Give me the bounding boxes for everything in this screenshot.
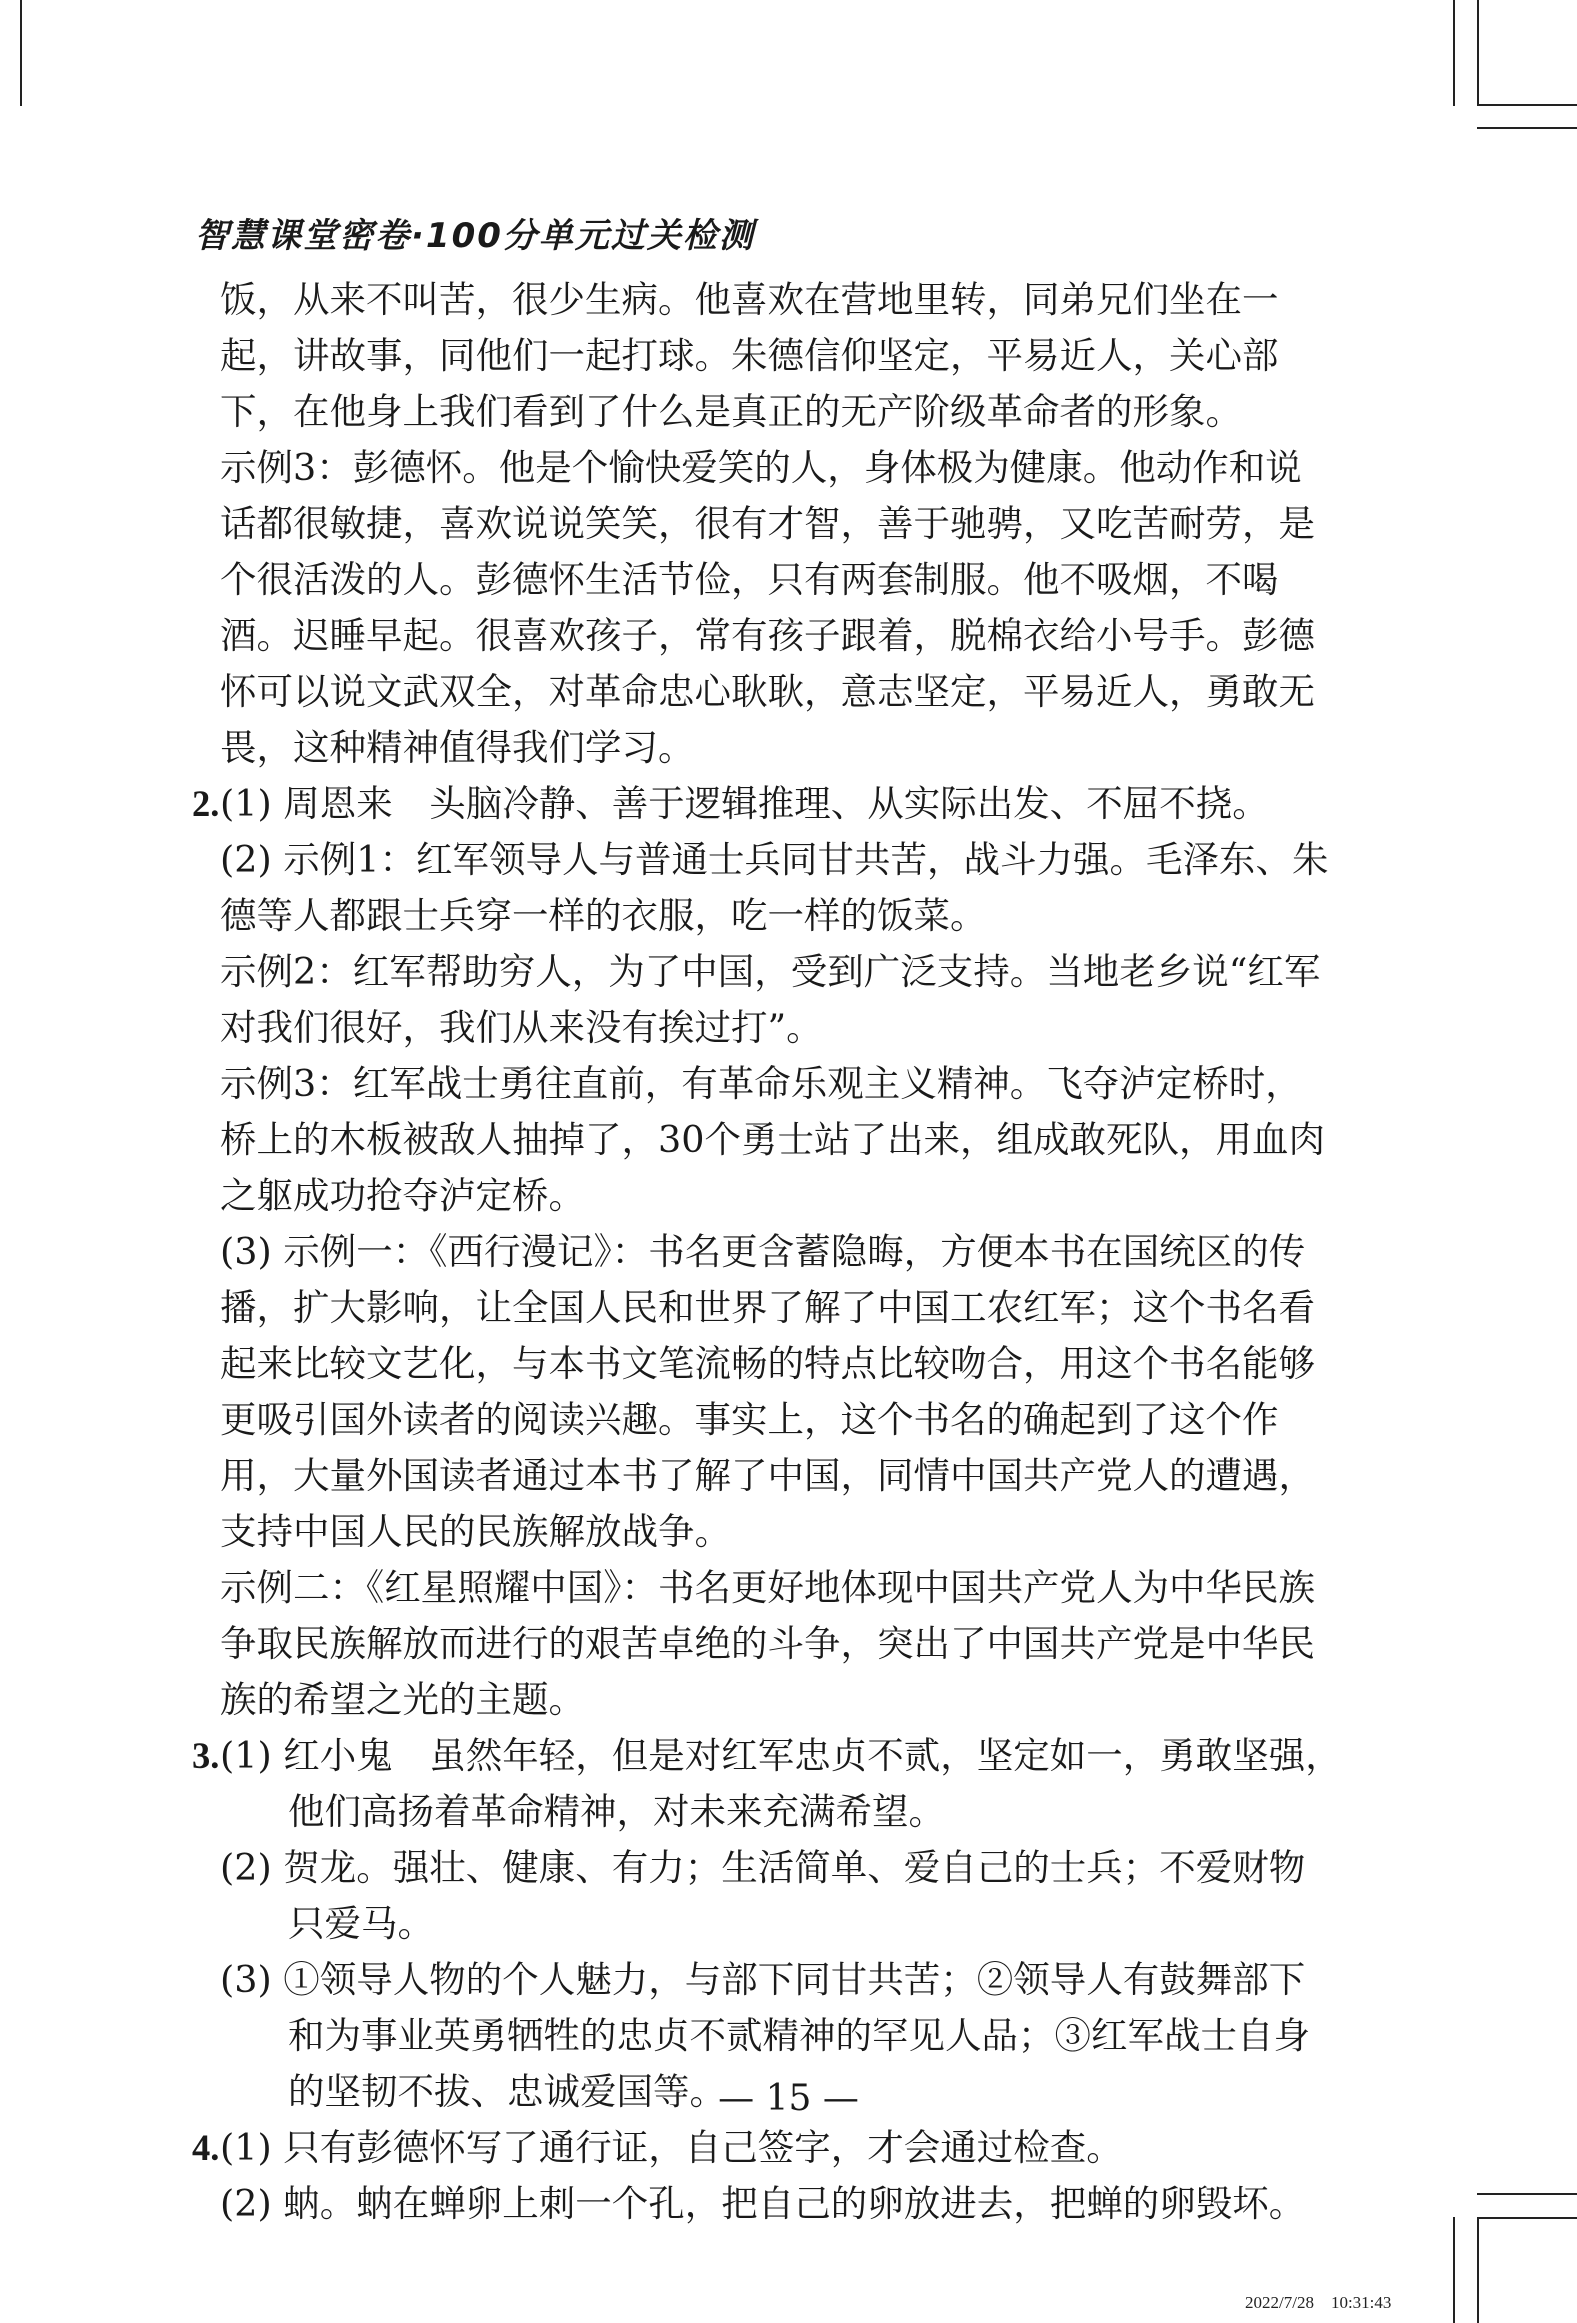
question-number: 3. [192,1735,220,1776]
text-line [220,1000,1290,1056]
line-text: 之躯成功抢夺泸定桥。 [220,1174,585,1217]
line-text: 他们高扬着革命精神，对未来充满希望。 [288,1790,945,1833]
line-text: 的坚韧不拔、忠诚爱国等。 [288,2070,726,2113]
text-line [220,2176,1306,2232]
line-text: 示例3：彭德怀。他是个愉快爱笑的人，身体极为健康。他动作和说 [220,446,1302,489]
line-text: 支持中国人民的民族解放战争。 [220,1510,731,1553]
answer-text [192,272,1342,2232]
crop-mark-top-right-h2 [1477,127,1577,129]
line-text: (2) 蚋。蚋在蝉卵上刺一个孔，把自己的卵放进去，把蝉的卵毁坏。 [220,2182,1306,2225]
text-line [220,1616,1315,1672]
text-line [220,1392,1290,1448]
line-text: (1) 周恩来 头脑冷静、善于逻辑推理、从实际出发、不屈不挠。 [220,782,1269,825]
line-text: 更吸引国外读者的阅读兴趣。事实上，这个书名的确起到了这个作 [220,1398,1279,1441]
text-line [220,1672,1290,1728]
text-line [220,1224,1306,1280]
line-text: 下，在他身上我们看到了什么是真正的无产阶级革命者的形象。 [220,390,1242,433]
line-text: (2) 示例1：红军领导人与普通士兵同甘共苦，战斗力强。毛泽东、朱 [220,838,1329,881]
text-line [220,328,1290,384]
text-line [220,1336,1315,1392]
line-text: 播，扩大影响，让全国人民和世界了解了中国工农红军；这个书名看 [220,1286,1315,1329]
crop-mark-top-right-h1 [1477,104,1577,106]
line-text: 只爱马。 [288,1902,434,1945]
crop-mark-top-right-v1 [1453,0,1455,106]
text-line [220,1560,1315,1616]
text-line [220,552,1290,608]
text-line [220,664,1315,720]
text-line [220,1504,1290,1560]
question-number: 2. [192,783,220,824]
line-text: (3) ①领导人物的个人魅力，与部下同甘共苦；②领导人有鼓舞部下 [220,1958,1306,2001]
line-text: 示例3：红军战士勇往直前，有革命乐观主义精神。飞夺泸定桥时， [220,1062,1302,1105]
text-line [220,1056,1302,1112]
crop-mark-bottom-right-h2 [1477,2217,1577,2219]
line-text: 示例2：红军帮助穷人，为了中国，受到广泛支持。当地老乡说“红军 [220,950,1321,993]
line-text: 起来比较文艺化，与本书文笔流畅的特点比较吻合，用这个书名能够 [220,1342,1315,1385]
line-text: 示例二：《红星照耀中国》：书名更好地体现中国共产党人为中华民族 [220,1566,1315,1609]
line-text: 起，讲故事，同他们一起打球。朱德信仰坚定，平易近人，关心部 [220,334,1279,377]
crop-mark-bottom-right-v1 [1453,2217,1455,2323]
text-line [220,272,1290,328]
line-text: (3) 示例一：《西行漫记》：书名更含蓄隐晦，方便本书在国统区的传 [220,1230,1306,1273]
text-line [220,440,1302,496]
text-line [220,1952,1306,2008]
crop-mark-bottom-right-v2 [1477,2217,1479,2323]
text-line [220,384,1290,440]
text-line [220,1840,1306,1896]
crop-mark-top-right-v2 [1477,0,1479,106]
line-text: 畏，这种精神值得我们学习。 [220,726,695,769]
text-line [220,1168,1290,1224]
line-text: (1) 只有彭德怀写了通行证，自己签字，才会通过检查。 [220,2126,1123,2169]
line-text: 个很活泼的人。彭德怀生活节俭，只有两套制服。他不吸烟，不喝 [220,558,1279,601]
text-line [220,1112,1325,1168]
text-line [220,1448,1315,1504]
line-text: 德等人都跟士兵穿一样的衣服，吃一样的饭菜。 [220,894,987,937]
text-line [220,832,1329,888]
line-text: 族的希望之光的主题。 [220,1678,585,1721]
line-text: 饭，从来不叫苦，很少生病。他喜欢在营地里转，同弟兄们坐在一 [220,278,1279,321]
line-text: 和为事业英勇牺牲的忠贞不贰精神的罕见人品；③红军战士自身 [288,2014,1310,2057]
line-text: (2) 贺龙。强壮、健康、有力；生活简单、爱自己的士兵；不爱财物 [220,1846,1306,1889]
print-timestamp: 2022/7/28 10:31:43 [1245,2293,1392,2312]
text-line [220,944,1321,1000]
line-text: 话都很敏捷，喜欢说说笑笑，很有才智，善于驰骋，又吃苦耐劳，是 [220,502,1315,545]
text-line [220,1280,1315,1336]
text-line [220,720,1290,776]
line-text: 酒。迟睡早起。很喜欢孩子，常有孩子跟着，脱棉衣给小号手。彭德 [220,614,1315,657]
line-text: 怀可以说文武双全，对革命忠心耿耿，意志坚定，平易近人，勇敢无 [220,670,1315,713]
text-line [220,2008,1310,2064]
line-text: 桥上的木板被敌人抽掉了，30个勇士站了出来，组成敢死队，用血肉 [220,1118,1325,1161]
text-line [220,1784,1290,1840]
page-number: — 15 — [718,2078,859,2119]
text-line [192,776,1290,832]
line-text: 争取民族解放而进行的艰苦卓绝的斗争，突出了中国共产党是中华民 [220,1622,1315,1665]
line-text: (1) 红小鬼 虽然年轻，但是对红军忠贞不贰，坚定如一，勇敢坚强， [220,1734,1342,1777]
text-line [220,496,1315,552]
line-text: 用，大量外国读者通过本书了解了中国，同情中国共产党人的遭遇， [220,1454,1315,1497]
text-line [220,608,1315,664]
question-number: 4. [192,2127,220,2168]
text-line [220,1896,1290,1952]
text-line [192,2120,1290,2176]
running-header: 智慧课堂密卷·100分单元过关检测 [195,216,755,256]
crop-mark-top-left [20,0,22,106]
line-text: 对我们很好，我们从来没有挨过打”。 [220,1006,823,1049]
text-line [192,1728,1342,1784]
crop-mark-bottom-right-h1 [1477,2193,1577,2195]
text-line [220,888,1290,944]
